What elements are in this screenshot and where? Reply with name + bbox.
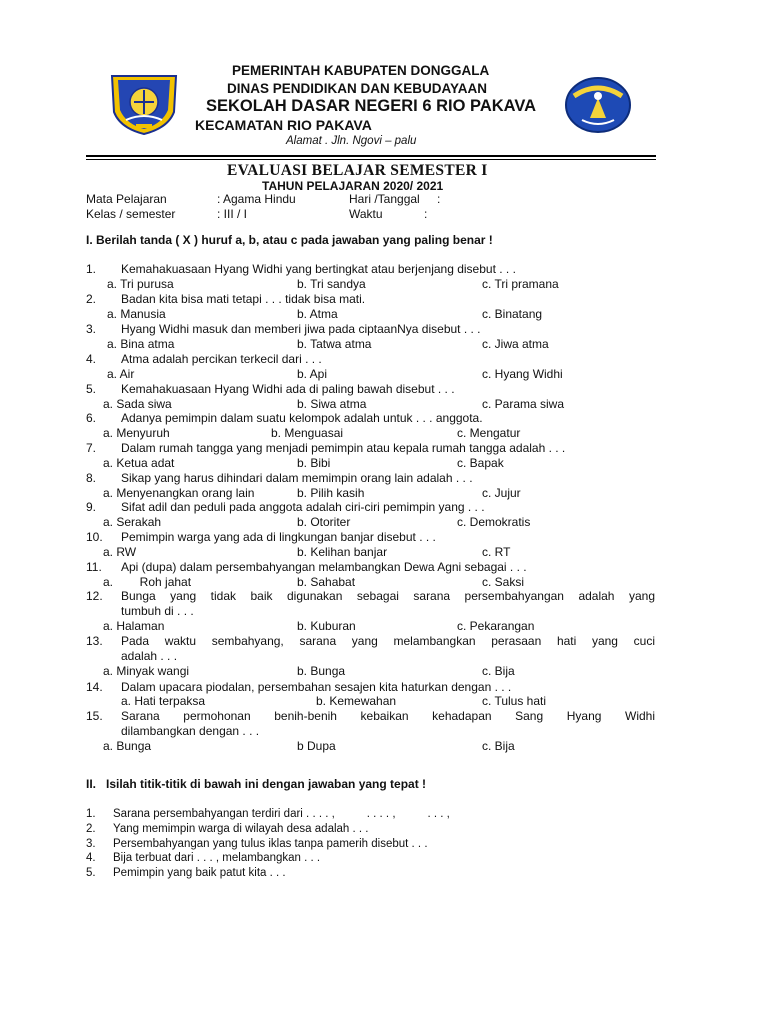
question-text: Dalam upacara piodalan, persembahan sesajen kita haturkan dengan . . . [121,680,512,694]
question-text: Hyang Widhi masuk dan memberi jiwa pada ciptaanNya disebut . . . [121,322,481,336]
option-b: b. Kuburan [297,619,356,633]
option-a: a. RW [103,545,137,559]
option-a: a. Roh jahat [103,575,192,589]
essay-question: Bija terbuat dari . . . , melambangkan . . . [113,852,321,864]
option-a: a. Bunga [103,739,152,753]
question-text-continued: tumbuh di . . . [121,604,194,618]
option-c: c. Saksi [482,575,525,589]
option-c: c. Hyang Widhi [482,367,563,381]
option-c: c. RT [482,545,511,559]
question-number: 5. [86,382,97,396]
option-c: c. Pekarangan [457,619,535,633]
question-text: Bunga yang tidak baik digunakan sebagai sarana persembahyangan adalah yang [121,589,655,603]
question-text: Sikap yang harus dihindari dalam memimpin orang lain adalah . . . [121,471,473,485]
option-a: a. Serakah [103,515,162,529]
option-b: b. Tri sandya [297,277,366,291]
class-label: Kelas / semester [86,207,176,221]
essay-question: Sarana persembahyangan terdiri dari . . . . , . . . . , . . . , [113,808,450,820]
option-c: c. Mengatur [457,426,521,440]
option-c: c. Binatang [482,307,543,321]
option-b: b. Api [297,367,328,381]
school-address: Alamat . Jln. Ngovi – palu [286,135,417,147]
day-value: : [437,192,441,206]
question-number: 10. [86,530,103,544]
question-number: 13. [86,634,103,648]
question-number: 15. [86,709,103,723]
option-c: c. Demokratis [457,515,531,529]
question-text: Atma adalah percikan terkecil dari . . . [121,352,322,366]
header-rule-thin [86,159,656,160]
subject-value: : Agama Hindu [217,192,296,206]
question-text: Badan kita bisa mati tetapi . . . tidak bisa mati. [121,292,366,306]
question-number: 14. [86,680,103,694]
option-b: b. Bunga [297,664,346,678]
option-b: b. Bibi [297,456,331,470]
option-b: b. Otoriter [297,515,351,529]
option-b: b. Pilih kasih [297,486,365,500]
question-number: 3. [86,322,97,336]
question-number: 1. [86,262,97,276]
question-text: Dalam rumah tangga yang menjadi pemimpin atau kepala rumah tangga adalah . . . [121,441,566,455]
question-number: 12. [86,589,103,603]
option-c: c. Parama siwa [482,397,565,411]
essay-question: Pemimpin yang baik patut kita . . . [113,867,286,879]
option-a: a. Halaman [103,619,165,633]
question-text: Pada waktu sembahyang, sarana yang melambangkan perasaan hati yang cuci [121,634,655,648]
option-b: b. Atma [297,307,338,321]
option-b: b. Menguasai [271,426,344,440]
day-label: Hari /Tanggal [349,192,420,206]
option-a: a. Menyuruh [103,426,170,440]
option-a: a. Menyenangkan orang lain [103,486,255,500]
class-value: : III / I [217,207,248,221]
option-c: c. Bija [482,739,515,753]
section-1-heading: I. Berilah tanda ( X ) huruf a, b, atau c pada jawaban yang paling benar ! [86,233,493,247]
option-a: a. Hati terpaksa [121,694,206,708]
essay-number: 5. [86,867,96,879]
option-c: c. Jujur [482,486,521,500]
question-text-continued: adalah . . . [121,649,178,663]
option-b: b. Siwa atma [297,397,367,411]
option-a: a. Air [107,367,135,381]
option-c: c. Bija [482,664,515,678]
tut-wuri-handayani-logo-icon [564,76,632,134]
option-a: a. Tri purusa [107,277,174,291]
section-2-heading: II. Isilah titik-titik di bawah ini dengan jawaban yang tepat ! [86,777,427,791]
question-text-continued: dilambangkan dengan . . . [121,724,260,738]
header-rule-thick [86,155,656,157]
option-b: b Dupa [297,739,336,753]
option-c: c. Tri pramana [482,277,559,291]
option-b: b. Kemewahan [316,694,397,708]
question-text: Sifat adil dan peduli pada anggota adalah ciri-ciri pemimpin yang . . . [121,500,485,514]
option-c: c. Bapak [457,456,504,470]
exam-title: EVALUASI BELAJAR SEMESTER I [227,162,488,179]
question-number: 2. [86,292,97,306]
question-text: Sarana permohonan benih-benih kebaikan kehadapan Sang Hyang Widhi [121,709,655,723]
time-label: Waktu [349,207,383,221]
essay-number: 1. [86,808,96,820]
essay-question: Yang memimpin warga di wilayah desa adalah . . . [113,823,369,835]
option-c: c. Jiwa atma [482,337,549,351]
academic-year: TAHUN PELAJARAN 2020/ 2021 [262,179,444,193]
question-text: Api (dupa) dalam persembahyangan melambangkan Dewa Agni sebagai . . . [121,560,527,574]
header-line-1: PEMERINTAH KABUPATEN DONGGALA [232,63,490,78]
donggala-emblem-icon [108,72,180,136]
question-text: Adanya pemimpin dalam suatu kelompok adalah untuk . . . anggota. [121,411,483,425]
option-a: a. Ketua adat [103,456,175,470]
subject-label: Mata Pelajaran [86,192,167,206]
option-a: a. Minyak wangi [103,664,190,678]
essay-number: 2. [86,823,96,835]
option-a: a. Bina atma [107,337,175,351]
question-number: 9. [86,500,97,514]
question-number: 8. [86,471,97,485]
option-b: b. Kelihan banjar [297,545,388,559]
question-number: 6. [86,411,97,425]
essay-number: 4. [86,852,96,864]
time-value: : [424,207,428,221]
question-number: 7. [86,441,97,455]
header-line-2: DINAS PENDIDIKAN DAN KEBUDAYAAN [227,81,488,96]
question-text: Pemimpin warga yang ada di lingkungan banjar disebut . . . [121,530,436,544]
question-text: Kemahakuasaan Hyang Widhi ada di paling bawah disebut . . . [121,382,455,396]
question-number: 11. [86,560,102,574]
district-name: KECAMATAN RIO PAKAVA [195,117,372,133]
option-b: b. Sahabat [297,575,356,589]
school-name: SEKOLAH DASAR NEGERI 6 RIO PAKAVA [206,97,537,115]
option-a: a. Manusia [107,307,166,321]
question-number: 4. [86,352,97,366]
essay-number: 3. [86,838,96,850]
question-text: Kemahakuasaan Hyang Widhi yang bertingkat atau berjenjang disebut . . . [121,262,516,276]
essay-question: Persembahyangan yang tulus iklas tanpa pamerih disebut . . . [113,838,428,850]
option-a: a. Sada siwa [103,397,172,411]
option-c: c. Tulus hati [482,694,547,708]
option-b: b. Tatwa atma [297,337,372,351]
